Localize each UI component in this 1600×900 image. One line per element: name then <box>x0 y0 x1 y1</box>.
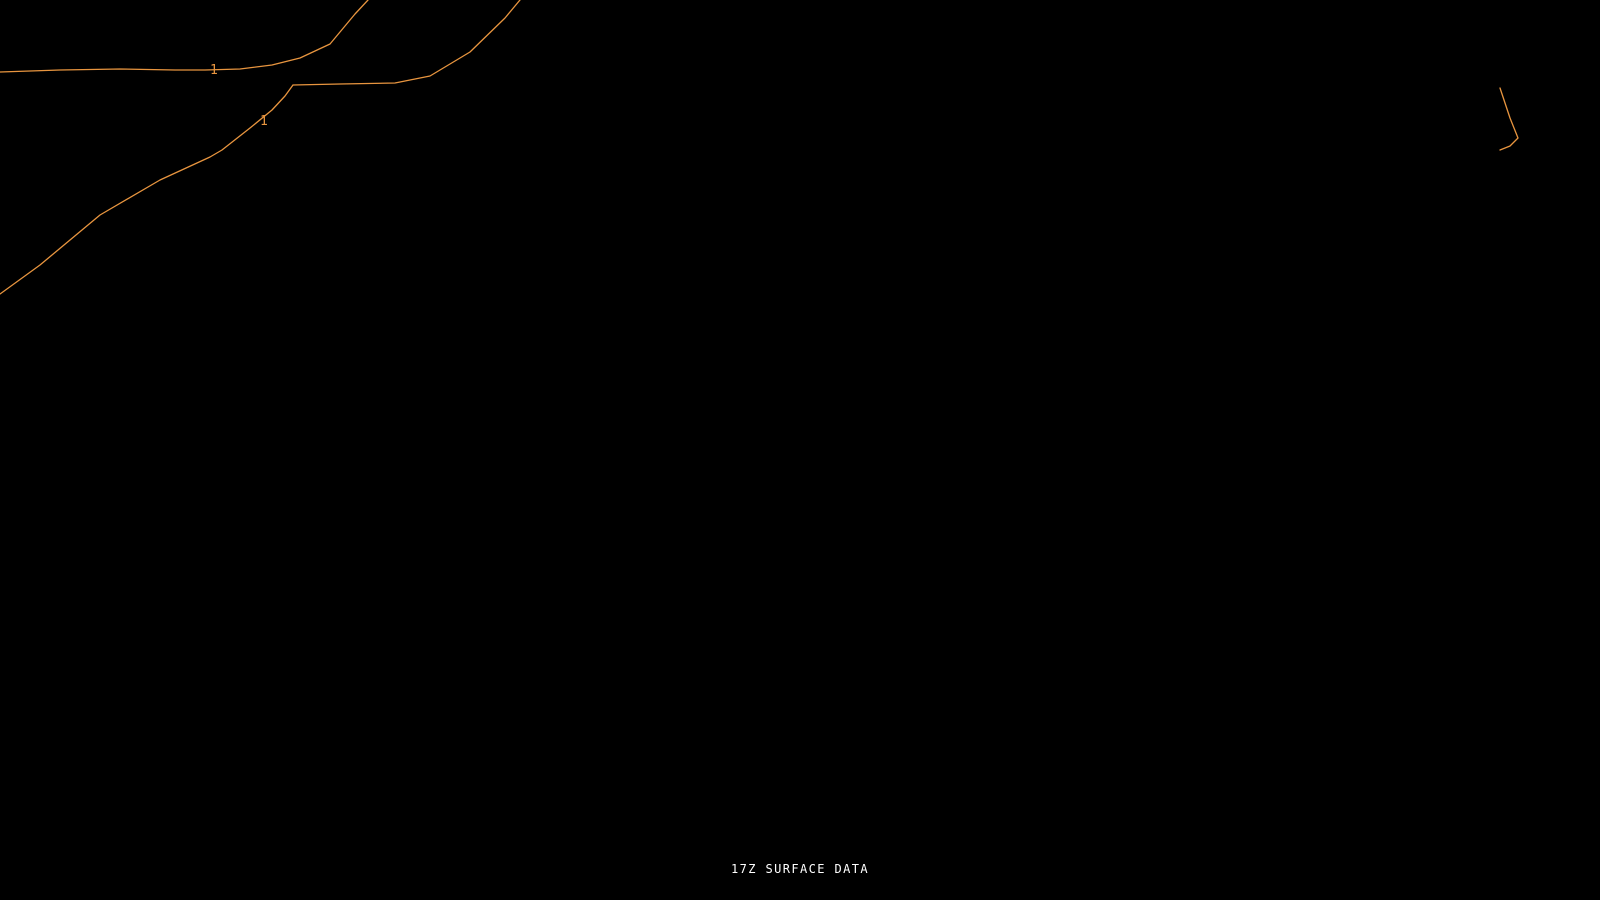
contour-label-1-upper: 1 <box>210 63 218 78</box>
isopleth-isopleth-1-upper <box>0 0 368 72</box>
isopleth-isopleth-right-edge <box>1500 88 1518 150</box>
isopleth-group <box>0 0 1518 294</box>
contour-label-1-lower: 1 <box>260 114 268 129</box>
footer-caption: 17Z SURFACE DATA <box>731 862 869 876</box>
isopleth-isopleth-1-branch <box>293 0 520 85</box>
isopleth-isopleth-1-lower <box>0 85 293 294</box>
